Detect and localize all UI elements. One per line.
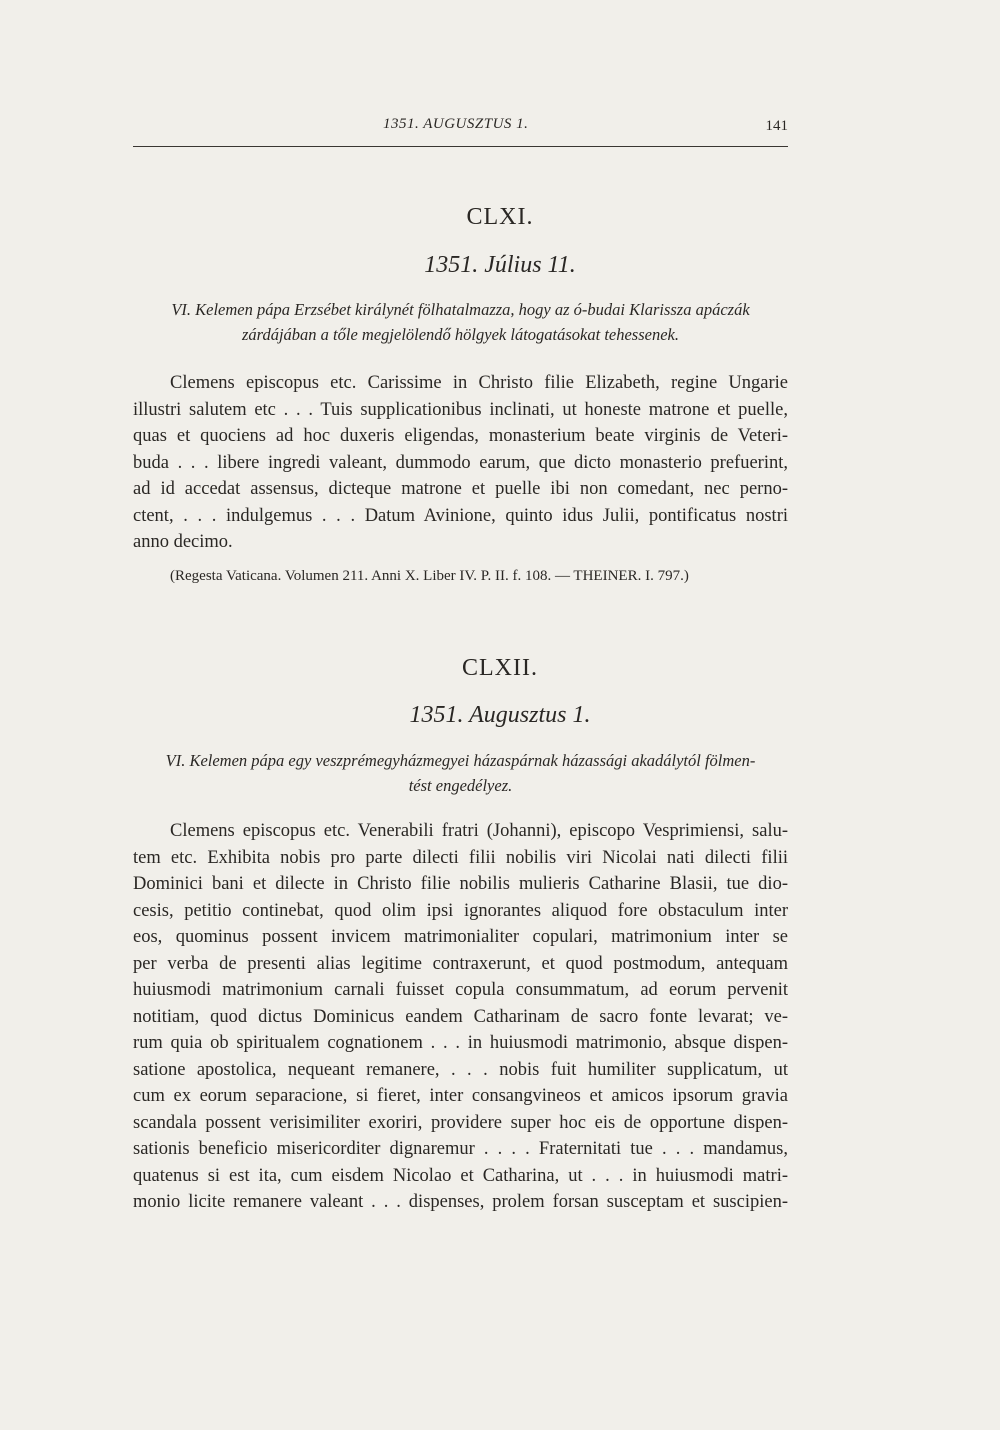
document-number: CLXII.	[462, 655, 538, 681]
regest-line: zárdájában a tőle megjelölendő hölgyek látogatásokat tehessenek.	[241, 325, 679, 344]
running-head-title: 1351. AUGUSZTUS 1.	[383, 116, 529, 132]
text-line: tem etc. Exhibita nobis pro parte dilecti filii nobilis viri Nicolai nati dilecti filii	[133, 847, 788, 868]
text-line: quatenus si est ita, cum eisdem Nicolao et Catharina, ut . . . in huiusmodi matri-	[133, 1165, 788, 1186]
document-date: 1351. Augusztus 1.	[409, 702, 591, 728]
document-text	[133, 818, 788, 1216]
page-number: 141	[765, 118, 788, 134]
text-line: ctent, . . . indulgemus . . . Datum Avinione, quinto idus Julii, pontificatus nostri	[133, 505, 788, 526]
text-line: cum ex eorum separacione, si fieret, inter consangvineos et amicos ipsorum gravia	[133, 1086, 788, 1106]
regest-line: VI. Kelemen pápa egy veszprémegyházmegyei házaspárnak házassági akadálytól fölmen-	[165, 751, 756, 770]
regest-line: tést engedélyez.	[408, 776, 513, 795]
text-line: satione apostolica, nequeant remanere, . . . nobis fuit humiliter supplicatum, ut	[133, 1059, 788, 1080]
text-line: notitiam, quod dictus Dominicus eandem Catharinam de sacro fonte levarat; ve-	[133, 1006, 788, 1027]
text-line: huiusmodi matrimonium carnali fuisset copula consummatum, ad eorum pervenit	[133, 980, 788, 1000]
document-regest	[133, 297, 788, 347]
regest-line: VI. Kelemen pápa Erzsébet királynét fölhatalmazza, hogy az ó-budai Klarissza apáczák	[171, 300, 750, 319]
text-line: per verba de presenti alias legitime contraxerunt, et quod postmodum, antequam	[133, 953, 788, 974]
document-text	[133, 370, 788, 556]
document-date: 1351. Július 11.	[424, 252, 576, 278]
text-line: Dominici bani et dilecte in Christo filie nobilis mulieris Catharine Blasii, tue dio-	[133, 874, 788, 894]
text-line: rum quia ob spiritualem cognationem . . . in huiusmodi matrimonio, absque dispen-	[133, 1033, 788, 1053]
text-line: eos, quominus possent invicem matrimonialiter copulari, matrimonium inter se	[133, 927, 788, 947]
text-line: monio licite remanere valeant . . . dispenses, prolem forsan susceptam et suscipien-	[133, 1192, 788, 1212]
source-citation: (Regesta Vaticana. Volumen 211. Anni X. Liber IV. P. II. f. 108. — THEINER. I. 797.)	[170, 568, 689, 584]
text-line: cesis, petitio continebat, quod olim ipsi ignorantes aliquod fore obstaculum inter	[133, 900, 788, 921]
document-number: CLXI.	[466, 204, 534, 230]
text-line: buda . . . libere ingredi valeant, dummodo earum, que dicto monasterio prefuerint,	[133, 452, 788, 473]
text-line: Clemens episcopus etc. Venerabili fratri (Johanni), episcopo Vesprimiensi, salu-	[170, 821, 788, 841]
text-line: scandala possent verisimiliter exoriri, providere super hoc eis de opportune dispen-	[133, 1112, 788, 1133]
text-line: anno decimo.	[133, 532, 233, 552]
text-line: illustri salutem etc . . . Tuis supplicationibus inclinati, ut honeste matrone et puelle,	[133, 399, 788, 420]
text-line: quas et quociens ad hoc duxeris eligendas, monasterium beate virginis de Veteri-	[133, 426, 788, 446]
text-line: sationis beneficio misericorditer dignaremur . . . . Fraternitati tue . . . mandamus,	[133, 1139, 788, 1159]
text-line: Clemens episcopus etc. Carissime in Christo filie Elizabeth, regine Ungarie	[170, 373, 788, 393]
running-head	[133, 116, 788, 147]
document-regest	[133, 748, 788, 798]
text-line: ad id accedat assensus, dicteque matrone et puelle ibi non comedant, nec perno-	[133, 479, 788, 499]
